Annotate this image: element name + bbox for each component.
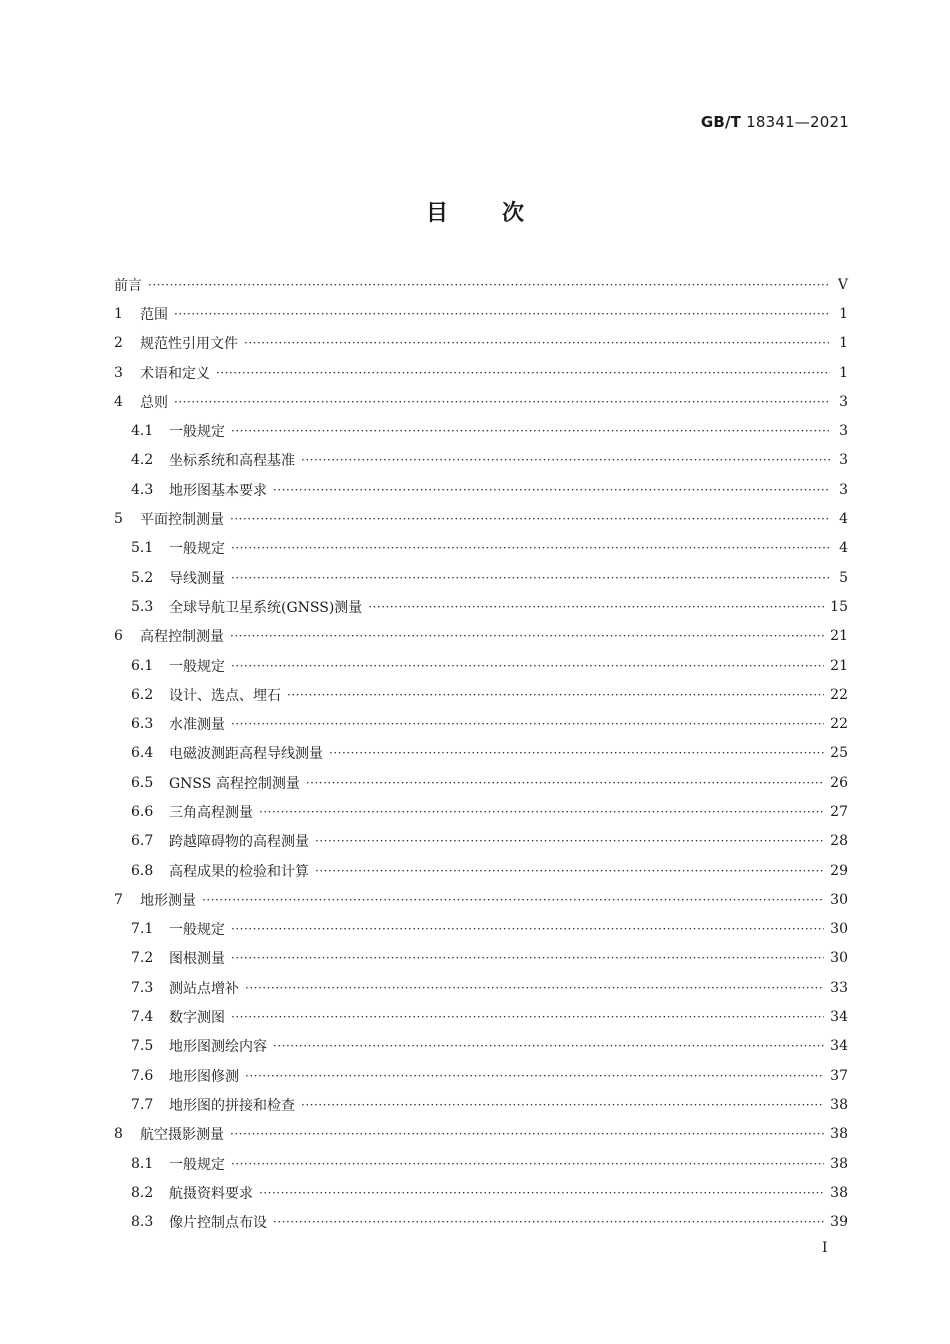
toc-entry-label: 地形图测绘内容 bbox=[169, 1039, 267, 1056]
toc-entry[interactable] bbox=[114, 299, 848, 328]
toc-entry-label: 航空摄影测量 bbox=[140, 1127, 224, 1144]
toc-entry-page: 1 bbox=[839, 335, 848, 352]
toc-entry-page: 15 bbox=[830, 598, 848, 615]
toc-entry[interactable] bbox=[114, 768, 848, 797]
toc-entry-page: 30 bbox=[830, 950, 848, 967]
toc-entry[interactable] bbox=[114, 885, 848, 914]
toc-entry[interactable] bbox=[114, 387, 848, 416]
footer-page-number: Ⅰ bbox=[822, 1240, 828, 1256]
toc-entry[interactable] bbox=[114, 1032, 848, 1061]
toc-entry[interactable] bbox=[114, 856, 848, 885]
toc-entry-label: 航摄资料要求 bbox=[169, 1185, 253, 1202]
toc-entry[interactable] bbox=[114, 944, 848, 973]
toc-entry[interactable] bbox=[114, 973, 848, 1002]
toc-leader-dots bbox=[231, 950, 824, 966]
toc-entry-number: 7.1 bbox=[131, 921, 154, 938]
toc-entry-label: 一般规定 bbox=[169, 1156, 225, 1173]
toc-entry-page: 22 bbox=[830, 686, 848, 703]
toc-entry-label: 跨越障碍物的高程测量 bbox=[169, 834, 309, 851]
toc-leader-dots bbox=[315, 833, 824, 849]
toc-entry-label: 术语和定义 bbox=[140, 365, 210, 382]
toc-leader-dots bbox=[245, 1068, 824, 1084]
toc-leader-dots bbox=[259, 1185, 824, 1201]
toc-entry-number: 7.7 bbox=[131, 1096, 154, 1113]
toc-entry-page: 34 bbox=[830, 1038, 848, 1055]
toc-entry-number: 2 bbox=[114, 335, 123, 352]
toc-entry-page: 39 bbox=[830, 1214, 848, 1231]
toc-leader-dots bbox=[174, 306, 830, 322]
toc-entry-label: 导线测量 bbox=[169, 570, 225, 587]
toc-leader-dots bbox=[301, 452, 830, 468]
toc-entry-label: 测站点增补 bbox=[169, 980, 239, 997]
toc-entry-label: 像片控制点布设 bbox=[169, 1215, 267, 1232]
toc-entry-number: 4 bbox=[114, 393, 123, 410]
toc-entry-number: 8 bbox=[114, 1126, 123, 1143]
toc-leader-dots bbox=[231, 921, 824, 937]
toc-entry-number: 6.4 bbox=[131, 745, 154, 762]
table-of-contents bbox=[114, 270, 848, 1237]
toc-entry-label: 地形图基本要求 bbox=[169, 482, 267, 499]
toc-entry-number: 4.1 bbox=[131, 423, 154, 440]
toc-entry-number: 6.2 bbox=[131, 686, 154, 703]
toc-entry[interactable] bbox=[114, 563, 848, 592]
toc-leader-dots bbox=[202, 892, 824, 908]
toc-entry[interactable] bbox=[114, 797, 848, 826]
toc-entry[interactable] bbox=[114, 358, 848, 387]
toc-entry-page: 21 bbox=[830, 628, 848, 645]
toc-entry-number: 8.2 bbox=[131, 1184, 154, 1201]
toc-leader-dots bbox=[273, 1214, 824, 1230]
toc-entry-page: 38 bbox=[830, 1184, 848, 1201]
toc-entry-label: 高程成果的检验和计算 bbox=[169, 863, 309, 880]
toc-entry-page: 3 bbox=[839, 452, 848, 469]
toc-entry-number: 5.2 bbox=[131, 569, 154, 586]
toc-leader-dots bbox=[231, 1009, 824, 1025]
toc-entry-page: 29 bbox=[830, 862, 848, 879]
toc-leader-dots bbox=[306, 775, 824, 791]
toc-entry-label: 地形测量 bbox=[140, 892, 196, 909]
toc-entry-label: GNSS 高程控制测量 bbox=[169, 775, 300, 792]
toc-entry[interactable] bbox=[114, 739, 848, 768]
toc-entry-number: 5.3 bbox=[131, 598, 154, 615]
toc-entry-number: 7.3 bbox=[131, 979, 154, 996]
toc-leader-dots bbox=[216, 365, 830, 381]
toc-entry-label: 三角高程测量 bbox=[169, 804, 253, 821]
toc-entry-page: 30 bbox=[830, 921, 848, 938]
toc-entry-label: 一般规定 bbox=[169, 541, 225, 558]
toc-entry-page: 5 bbox=[839, 569, 848, 586]
document-code bbox=[701, 113, 849, 131]
toc-entry[interactable] bbox=[114, 1208, 848, 1237]
toc-entry-label: 规范性引用文件 bbox=[140, 336, 238, 353]
toc-leader-dots bbox=[230, 628, 824, 644]
toc-entry-page: 38 bbox=[830, 1155, 848, 1172]
toc-entry-page: 38 bbox=[830, 1126, 848, 1143]
toc-leader-dots bbox=[329, 745, 824, 761]
toc-entry-page: 1 bbox=[839, 364, 848, 381]
toc-entry[interactable] bbox=[114, 1061, 848, 1090]
toc-entry-page: 34 bbox=[830, 1009, 848, 1026]
toc-entry-page: 4 bbox=[839, 540, 848, 557]
toc-entry-label: 平面控制测量 bbox=[140, 512, 224, 529]
toc-entry[interactable] bbox=[114, 1178, 848, 1207]
toc-entry[interactable] bbox=[114, 416, 848, 445]
toc-entry[interactable] bbox=[114, 329, 848, 358]
toc-leader-dots bbox=[273, 1038, 824, 1054]
toc-entry-page: 3 bbox=[839, 423, 848, 440]
toc-entry[interactable] bbox=[114, 592, 848, 621]
toc-entry-label: 总则 bbox=[140, 394, 168, 411]
toc-leader-dots bbox=[231, 1156, 824, 1172]
toc-leader-dots bbox=[244, 335, 830, 351]
toc-entry-number: 8.3 bbox=[131, 1214, 154, 1231]
toc-entry-page: 28 bbox=[830, 833, 848, 850]
toc-entry-page: 27 bbox=[830, 803, 848, 820]
toc-entry-page: 25 bbox=[830, 745, 848, 762]
toc-entry-page: 37 bbox=[830, 1067, 848, 1084]
toc-entry-number: 7.4 bbox=[131, 1009, 154, 1026]
toc-entry-page: 26 bbox=[830, 774, 848, 791]
toc-leader-dots bbox=[245, 980, 824, 996]
toc-entry-label: 地形图修测 bbox=[169, 1068, 239, 1085]
toc-title: 目次 bbox=[425, 201, 578, 226]
toc-entry[interactable] bbox=[114, 680, 848, 709]
toc-entry[interactable] bbox=[114, 446, 848, 475]
toc-entry-page: 3 bbox=[839, 393, 848, 410]
toc-leader-dots bbox=[259, 804, 824, 820]
toc-entry-label: 坐标系统和高程基准 bbox=[169, 453, 295, 470]
toc-leader-dots bbox=[230, 511, 830, 527]
standard-prefix: GB/T bbox=[700, 113, 742, 131]
toc-entry-number: 5.1 bbox=[131, 540, 154, 557]
toc-entry-number: 6.5 bbox=[131, 774, 154, 791]
toc-entry-number: 5 bbox=[114, 511, 123, 528]
toc-entry-label: 电磁波测距高程导线测量 bbox=[169, 746, 323, 763]
toc-entry-number: 6.7 bbox=[131, 833, 154, 850]
toc-entry-number: 8.1 bbox=[131, 1155, 154, 1172]
toc-entry-number: 6.8 bbox=[131, 862, 154, 879]
toc-entry-number: 1 bbox=[114, 305, 123, 322]
toc-entry-label: 高程控制测量 bbox=[140, 629, 224, 646]
toc-leader-dots bbox=[231, 423, 830, 439]
toc-entry-label: 一般规定 bbox=[169, 658, 225, 675]
toc-entry-label: 数字测图 bbox=[169, 1010, 225, 1027]
toc-entry-page: Ⅴ bbox=[837, 276, 848, 293]
toc-leader-dots bbox=[148, 277, 830, 293]
toc-leader-dots bbox=[301, 1097, 824, 1113]
toc-entry-label: 一般规定 bbox=[169, 922, 225, 939]
toc-leader-dots bbox=[231, 716, 824, 732]
toc-entry-page: 1 bbox=[839, 305, 848, 322]
toc-entry[interactable] bbox=[114, 622, 848, 651]
toc-entry[interactable] bbox=[114, 827, 848, 856]
toc-entry-page: 30 bbox=[830, 891, 848, 908]
toc-entry-page: 21 bbox=[830, 657, 848, 674]
toc-entry-number: 7.2 bbox=[131, 950, 154, 967]
toc-entry-label: 图根测量 bbox=[169, 951, 225, 968]
toc-entry-label: 全球导航卫星系统(GNSS)测量 bbox=[169, 599, 363, 616]
toc-entry-page: 4 bbox=[839, 511, 848, 528]
toc-entry-number: 7 bbox=[114, 891, 123, 908]
toc-entry-label: 范围 bbox=[140, 306, 168, 323]
standard-number: 18341—2021 bbox=[746, 113, 849, 131]
toc-entry-number: 4.3 bbox=[131, 481, 154, 498]
toc-leader-dots bbox=[287, 687, 824, 703]
toc-entry-page: 22 bbox=[830, 716, 848, 733]
toc-entry-label: 水准测量 bbox=[169, 717, 225, 734]
toc-entry[interactable] bbox=[114, 270, 848, 299]
toc-entry[interactable] bbox=[114, 1120, 848, 1149]
toc-entry[interactable] bbox=[114, 504, 848, 533]
toc-entry[interactable] bbox=[114, 1149, 848, 1178]
toc-entry[interactable] bbox=[114, 651, 848, 680]
toc-entry-number: 6.1 bbox=[131, 657, 154, 674]
toc-entry[interactable] bbox=[114, 709, 848, 738]
toc-leader-dots bbox=[315, 863, 824, 879]
toc-entry-number: 6.3 bbox=[131, 716, 154, 733]
toc-leader-dots bbox=[368, 599, 824, 615]
toc-entry-number: 7.6 bbox=[131, 1067, 154, 1084]
toc-entry[interactable] bbox=[114, 475, 848, 504]
toc-entry-page: 33 bbox=[830, 979, 848, 996]
toc-leader-dots bbox=[231, 658, 824, 674]
toc-entry-label: 地形图的拼接和检查 bbox=[169, 1097, 295, 1114]
toc-entry-label: 前言 bbox=[114, 277, 142, 294]
toc-leader-dots bbox=[231, 540, 830, 556]
toc-entry[interactable] bbox=[114, 534, 848, 563]
toc-entry[interactable] bbox=[114, 1090, 848, 1119]
toc-entry-number: 4.2 bbox=[131, 452, 154, 469]
toc-entry-number: 6.6 bbox=[131, 803, 154, 820]
toc-entry-number: 3 bbox=[114, 364, 123, 381]
toc-leader-dots bbox=[231, 570, 830, 586]
toc-entry-label: 设计、选点、埋石 bbox=[169, 687, 281, 704]
toc-entry-number: 6 bbox=[114, 628, 123, 645]
toc-entry[interactable] bbox=[114, 915, 848, 944]
toc-leader-dots bbox=[230, 1126, 824, 1142]
toc-entry-label: 一般规定 bbox=[169, 424, 225, 441]
toc-entry[interactable] bbox=[114, 1002, 848, 1031]
toc-entry-page: 3 bbox=[839, 481, 848, 498]
toc-leader-dots bbox=[174, 394, 830, 410]
toc-leader-dots bbox=[273, 482, 830, 498]
toc-entry-number: 7.5 bbox=[131, 1038, 154, 1055]
toc-entry-page: 38 bbox=[830, 1096, 848, 1113]
